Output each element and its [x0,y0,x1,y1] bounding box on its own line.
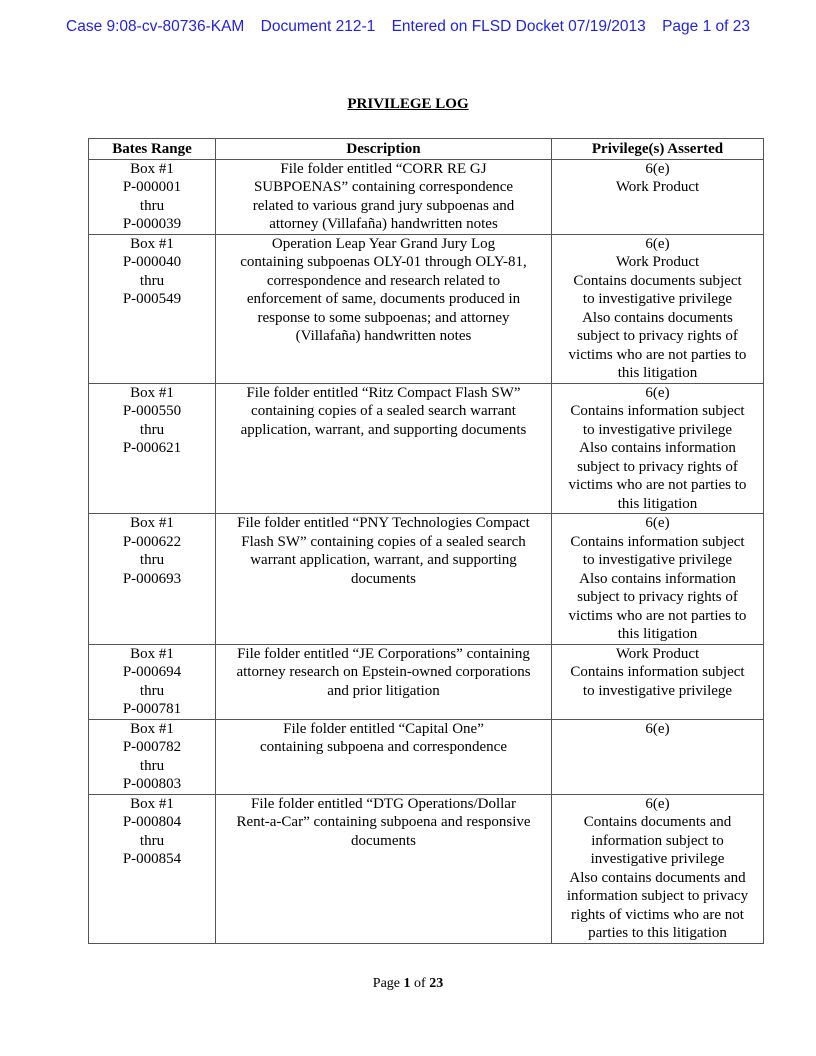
description-cell-line: containing copies of a sealed search warrant [251,403,516,419]
description-cell-line: attorney research on Epstein-owned corporations [236,664,531,680]
bates-range-cell-line: Box #1 [130,235,174,252]
privilege-cell-line: rights of victims who are not [571,906,744,923]
description-cell-line: application, warrant, and supporting documents [240,421,527,438]
privilege-cell-line: 6(e) [645,515,670,531]
description-cell-line: containing subpoenas OLY-01 through OLY-81, [240,254,527,270]
bates-range-cell-line: Box #1 [130,720,174,737]
bates-range-cell-line: thru [139,757,165,774]
description-cell-line: File folder entitled “Ritz Compact Flash SW” [246,384,521,401]
table-row [89,719,764,794]
description-cell-line: File folder entitled “JE Corporations” containing [237,645,530,662]
description-cell-line: File folder entitled “DTG Operations/Dollar [251,795,516,812]
description-cell-line: File folder entitled “CORR RE GJ [280,160,487,177]
privilege-cell-line: subject to privacy rights of [577,589,738,605]
footer-current-page: 1 [403,976,411,991]
privilege-cell-line: Contains information subject [570,403,745,419]
privilege-cell-line: to investigative privilege [582,291,733,307]
description-cell-line: warrant application, warrant, and supporting [250,552,517,568]
privilege-cell-line: this litigation [617,365,698,381]
privilege-cell [552,514,764,645]
bates-range-cell-line: thru [139,552,165,568]
privilege-cell-line: victims who are not parties to [568,607,747,624]
privilege-cell-line: Also contains documents [582,309,733,326]
bates-range-cell-line: Box #1 [130,645,174,662]
privilege-cell [552,159,764,234]
privilege-cell-line: to investigative privilege [582,682,733,699]
description-cell [216,514,552,645]
privilege-cell-line: parties to this litigation [588,925,727,941]
bates-range-cell-line: thru [139,832,165,849]
privilege-cell-line: this litigation [617,495,698,512]
bates-range-cell-line: P-000040 [122,254,182,270]
privilege-cell [552,719,764,794]
privilege-cell-line: subject to privacy rights of [577,328,738,344]
bates-range-cell-line: Box #1 [130,160,174,177]
privilege-cell-line: to investigative privilege [582,421,733,438]
bates-range-cell-line: P-000693 [122,570,182,587]
privilege-cell [552,234,764,383]
description-cell-line: attorney (Villafaña) handwritten notes [269,216,498,232]
privilege-cell [552,383,764,514]
privilege-cell-line: Also contains documents and [569,869,746,886]
bates-range-cell [89,159,216,234]
privilege-cell-line: to investigative privilege [582,552,733,568]
table-row [89,514,764,645]
description-cell [216,234,552,383]
privilege-cell-line: Contains information subject [570,664,745,680]
description-cell [216,644,552,719]
bates-range-cell-line: P-000621 [122,440,182,456]
footer-of: of [414,976,426,991]
table-header-row [89,139,764,160]
description-cell-line: correspondence and research related to [266,272,501,289]
description-cell-line: and prior litigation [327,682,440,699]
privilege-cell-line: information subject to privacy [566,888,749,904]
bates-range-cell-line: P-000694 [122,664,182,680]
description-cell-line: File folder entitled “Capital One” [283,720,484,737]
description-cell-line: File folder entitled “PNY Technologies Compact [237,515,530,531]
docket-header [0,18,816,36]
privilege-cell-line: 6(e) [645,235,670,252]
description-cell-line: enforcement of same, documents produced in [246,291,521,307]
privilege-cell-line: Work Product [615,254,700,270]
bates-range-cell-line: thru [139,272,165,289]
description-cell-line: related to various grand jury subpoenas and [252,197,515,214]
bates-range-cell-line: P-000854 [122,851,182,867]
description-cell [216,383,552,514]
description-cell-line: documents [351,832,416,849]
bates-range-cell-line: P-000782 [122,739,182,755]
bates-range-cell-line: thru [139,421,165,438]
bates-range-cell [89,234,216,383]
privilege-cell-line: Work Product [615,179,700,195]
privilege-cell-line: Contains documents and [583,814,732,830]
description-cell-line: containing subpoena and correspondence [260,739,507,755]
privilege-cell-line: Contains documents subject [573,272,742,289]
description-cell-line: SUBPOENAS” containing correspondence [253,179,514,195]
page-footer [0,976,816,992]
privilege-cell [552,794,764,943]
bates-range-cell-line: thru [139,197,165,214]
footer-total-pages: 23 [429,976,444,991]
docket-page: Page 1 of 23 [662,18,750,35]
privilege-cell-line: investigative privilege [590,851,725,867]
docket-entry: Entered on FLSD Docket 07/19/2013 [391,18,646,35]
bates-range-cell-line: P-000550 [122,403,182,419]
page-title: PRIVILEGE LOG [347,96,469,112]
bates-range-cell-line: P-000622 [122,533,182,550]
privilege-cell-line: Work Product [615,645,700,662]
bates-range-cell-line: Box #1 [130,795,174,812]
privilege-cell-line: information subject to [591,832,724,849]
privilege-cell-line: victims who are not parties to [568,346,747,363]
description-cell-line: (Villafaña) handwritten notes [295,328,472,344]
description-cell-line: response to some subpoenas; and attorney [257,309,510,326]
privilege-cell-line: 6(e) [645,384,670,401]
privilege-cell-line: Contains information subject [570,533,745,550]
case-number: Case 9:08-cv-80736-KAM [66,18,245,35]
table-row [89,644,764,719]
privilege-cell-line: subject to privacy rights of [577,458,738,475]
table-body [89,159,764,943]
bates-range-cell-line: Box #1 [130,515,174,531]
description-cell-line: Operation Leap Year Grand Jury Log [271,235,496,252]
table-row [89,159,764,234]
bates-range-cell-line: P-000804 [122,814,182,830]
table-row [89,794,764,943]
bates-range-cell [89,383,216,514]
column-header-description: Description [216,139,552,160]
column-header-privilege: Privilege(s) Asserted [552,139,764,160]
bates-range-cell-line: P-000549 [122,291,182,307]
bates-range-cell-line: P-000803 [122,776,182,792]
bates-range-cell-line: P-000039 [122,216,182,232]
privilege-log-table [88,138,764,944]
privilege-cell-line: 6(e) [645,795,670,812]
privilege-cell-line: victims who are not parties to [568,477,747,493]
privilege-cell-line: 6(e) [645,160,670,177]
column-header-bates: Bates Range [89,139,216,160]
bates-range-cell-line: Box #1 [130,384,174,401]
privilege-cell-line: this litigation [617,626,698,642]
table-row [89,234,764,383]
description-cell [216,159,552,234]
bates-range-cell-line: thru [139,682,165,699]
privilege-cell [552,644,764,719]
bates-range-cell-line: P-000001 [122,179,182,195]
bates-range-cell [89,514,216,645]
bates-range-cell-line: P-000781 [122,701,182,717]
description-cell [216,719,552,794]
bates-range-cell [89,719,216,794]
description-cell-line: Rent-a-Car” containing subpoena and responsive [236,814,531,830]
privilege-cell-line: 6(e) [645,720,670,737]
table-row [89,383,764,514]
description-cell [216,794,552,943]
description-cell-line: documents [351,570,416,587]
privilege-cell-line: Also contains information [579,440,736,456]
document-number: Document 212-1 [260,18,376,35]
footer-prefix: Page [372,976,401,991]
bates-range-cell [89,644,216,719]
bates-range-cell [89,794,216,943]
description-cell-line: Flash SW” containing copies of a sealed search [241,533,526,550]
privilege-cell-line: Also contains information [579,570,736,587]
